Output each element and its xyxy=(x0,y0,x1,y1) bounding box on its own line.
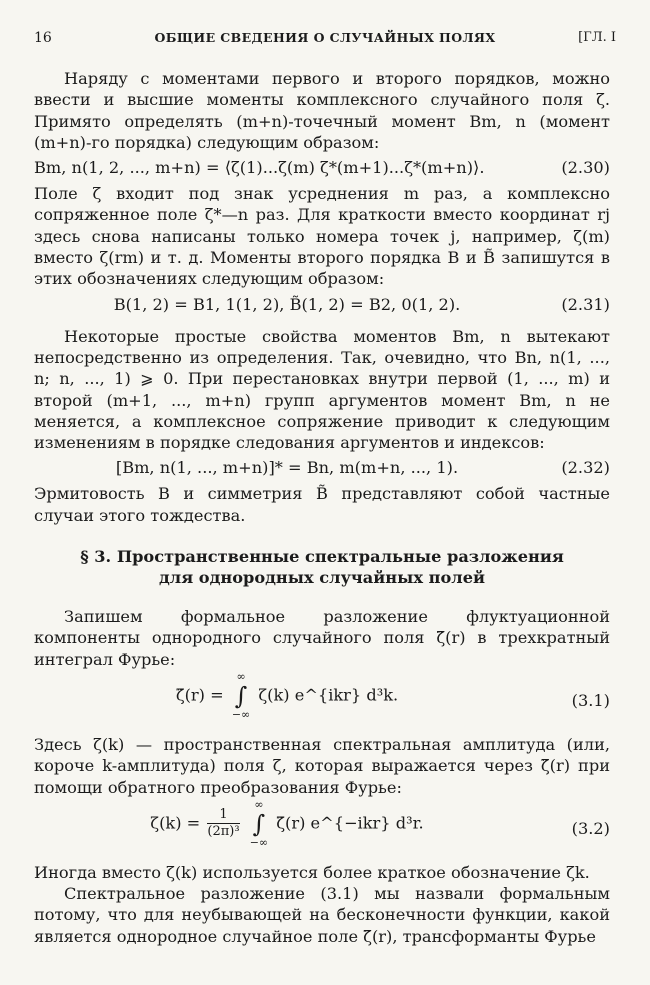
equation-formula xyxy=(34,798,540,850)
equation-formula: B(1, 2) = B1, 1(1, 2), B̃(1, 2) = B2, 0(1, 2). xyxy=(113,294,461,314)
equation-3-2 xyxy=(34,798,610,862)
upper-limit: ∞ xyxy=(236,669,246,683)
section-heading xyxy=(34,546,610,588)
equation-2-32 xyxy=(34,453,610,483)
equation-number: (2.30) xyxy=(561,158,610,178)
equation-formula: Bm, n(1, 2, ..., m+n) = ⟨ζ(1)...ζ(m) ζ*(m+1)...ζ*(m+n)⟩. xyxy=(34,158,485,178)
paragraph-notation: Поле ζ входит под знак усреднения m раз, а комплексно сопряженное поле ζ*—n раз. Для краткости вместо координат rj здесь снова написаны только номера точек j, например, ζ(m) вместо ζ(rm) и т. д. Моменты второго порядка B и B̃ запишутся в этих обозначениях следующим образом: xyxy=(34,184,610,289)
equation-lhs: ζ̃(r) = xyxy=(175,685,224,705)
paragraph-properties: Некоторые простые свойства моментов Bm, n вытекают непосредственно из определения. Так, очевидно, что Bn, n(1, ..., n; n, ..., 1) ⩾ 0. При перестановках внутри первой (1, ..., m) и второй (m+1, ..., m+n) групп аргументов момент Bm, n не меняется, а комплексное сопряжение приводит к следующим изменениям в порядке следования аргументов и индексов: xyxy=(34,326,610,453)
equation-formula xyxy=(34,670,540,722)
equation-3-1 xyxy=(34,670,610,734)
running-title: ОБЩИЕ СВЕДЕНИЯ О СЛУЧАЙНЫХ ПОЛЯХ xyxy=(154,30,496,45)
equation-number: (3.2) xyxy=(571,818,610,838)
integral-symbol: ∫ xyxy=(252,809,266,838)
equation-2-30 xyxy=(34,153,610,183)
fraction-numerator: 1 xyxy=(207,807,239,824)
paragraph-moments-intro: Наряду с моментами первого и второго порядков, можно ввести и высшие моменты комплексного случайного поля ζ. Примято определять (m+n)-точечный момент Bm, n (момент (m+n)-го порядка) следующим образом: xyxy=(34,69,610,152)
chapter-label: [ГЛ. I xyxy=(578,30,616,45)
lower-limit: −∞ xyxy=(231,707,251,721)
equation-number: (2.31) xyxy=(561,294,610,314)
paragraph-short-notation: Иногда вместо ζ(k) используется более краткое обозначение ζk. xyxy=(34,862,590,882)
lower-limit: −∞ xyxy=(249,835,269,849)
equation-integrand: ζ(k) e^{ikr} d³k. xyxy=(258,685,399,705)
equation-integrand: ζ̃(r) e^{−ikr} d³r. xyxy=(276,813,424,833)
equation-number: (3.1) xyxy=(571,690,610,710)
paragraph-fourier-intro: Запишем формальное разложение флуктуационной компоненты однородного случайного поля ζ̃(r) в трехкратный интеграл Фурье: xyxy=(34,607,610,669)
integral-sign xyxy=(232,670,250,722)
integral-symbol: ∫ xyxy=(234,681,248,710)
equation-lhs: ζ(k) = xyxy=(150,813,201,833)
equation-2-31 xyxy=(34,290,610,320)
fraction-denominator: (2π)³ xyxy=(207,824,240,840)
integral-sign xyxy=(250,798,268,850)
running-header xyxy=(34,30,616,50)
equation-number: (2.32) xyxy=(561,458,610,478)
paragraph-formal-expansion: Спектральное разложение (3.1) мы назвали формальным потому, что для неубывающей на бесконечности функции, какой является однородное случайное поле ζ̃(r), трансформанты Фурье xyxy=(34,884,610,946)
equation-formula: [Bm, n(1, ..., m+n)]* = Bn, m(m+n, ..., 1). xyxy=(115,458,459,478)
upper-limit: ∞ xyxy=(254,797,264,811)
section-title-line-1: § 3. Пространственные спектральные разложения xyxy=(80,547,564,567)
page-body xyxy=(34,68,610,947)
page-number: 16 xyxy=(34,30,52,46)
paragraph-hermiticity: Эрмитовость B и симметрия B̃ представляют собой частные случаи этого тождества. xyxy=(34,484,610,525)
fraction xyxy=(207,807,239,840)
section-title-line-2: для однородных случайных полей xyxy=(159,568,485,588)
paragraph-spectral-amplitude: Здесь ζ(k) — пространственная спектральная амплитуда (или, короче k-амплитуда) поля ζ, которая выражается через ζ̃(r) при помощи обратного преобразования Фурье: xyxy=(34,734,610,797)
